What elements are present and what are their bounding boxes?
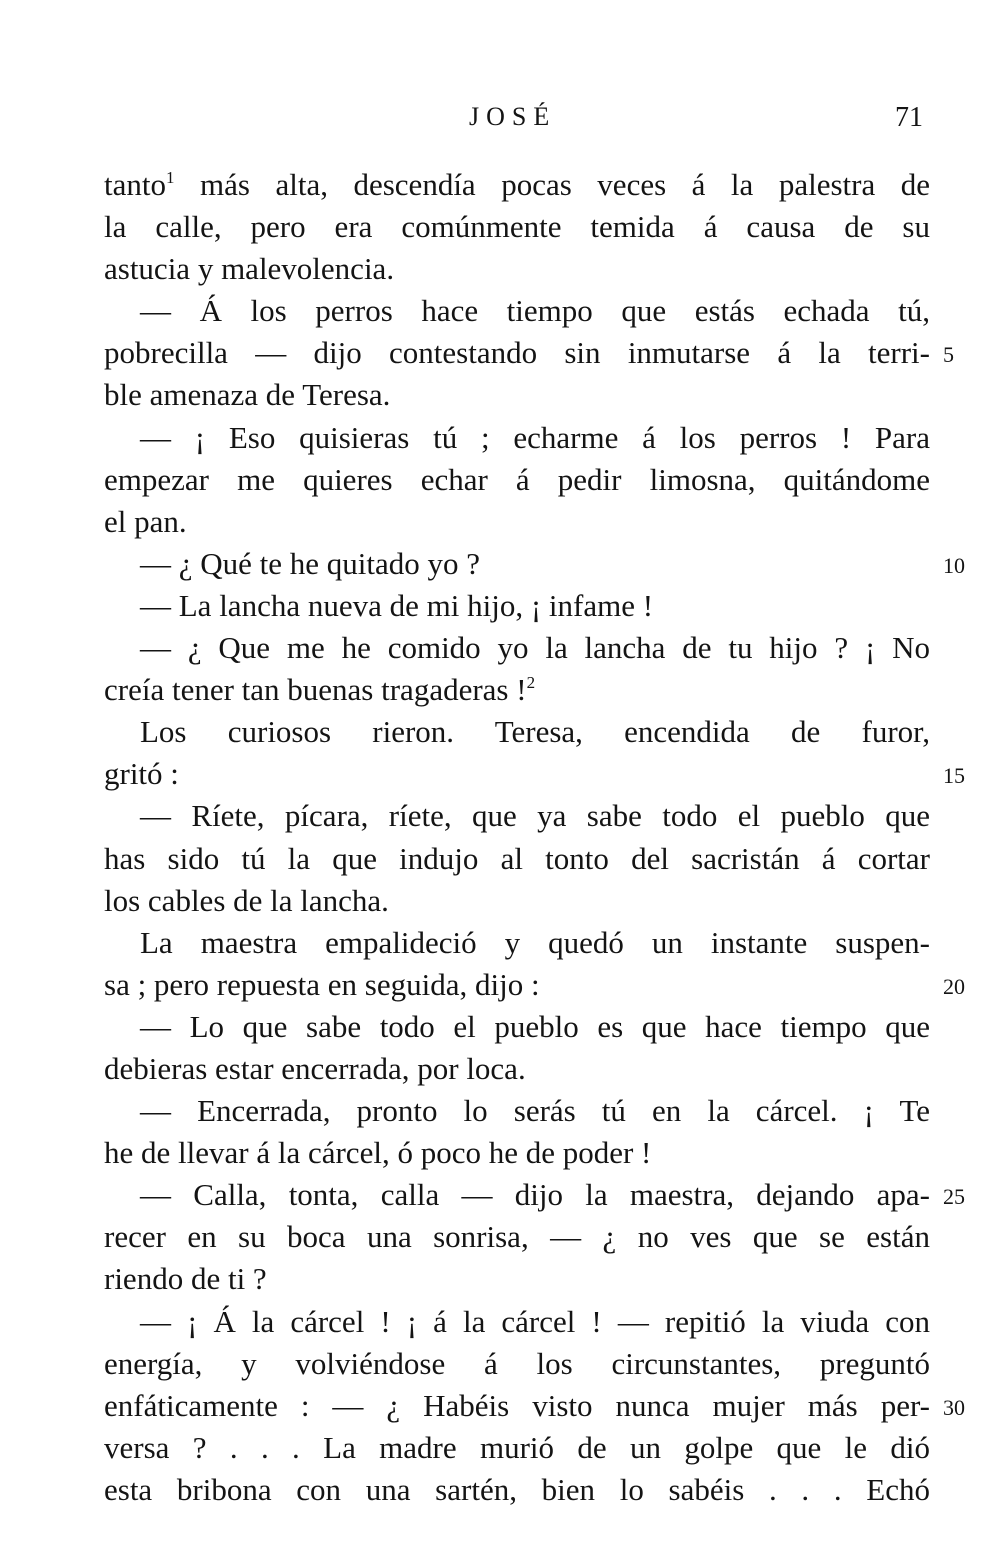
line-text: La maestra empalideció y quedó un instante suspen- [140, 924, 930, 960]
text-line [104, 1301, 930, 1343]
line-text: — La lancha nueva de mi hijo, ¡ infame ! [140, 587, 654, 623]
line-text: los cables de la lancha. [104, 882, 389, 918]
text-line [104, 501, 930, 543]
line-text: versa ? . . . La madre murió de un golpe que le dió [104, 1429, 930, 1465]
line-text: astucia y malevolencia. [104, 251, 395, 287]
text-line [104, 332, 954, 374]
line-number: 10 [943, 552, 965, 578]
line-number: 20 [943, 973, 965, 999]
text-line [104, 206, 930, 248]
line-text: — ¿ Que me he comido yo la lancha de tu hijo ? ¡ No [140, 630, 930, 666]
text-line [104, 880, 930, 922]
text-line [104, 1343, 930, 1385]
line-text: — ¡ Eso quisieras tú ; echarme á los perros ! Para [140, 419, 930, 455]
line-text: más alta, descendía pocas veces á la palestra de [174, 167, 930, 202]
line-text: — Calla, tonta, calla — dijo la maestra, dejando apa- [140, 1177, 930, 1213]
line-text: empezar me quieres echar á pedir limosna, quitándome [104, 461, 930, 497]
text-line [104, 1469, 930, 1511]
text-line [104, 248, 930, 290]
line-text: el pan. [104, 503, 187, 539]
line-number: 30 [943, 1394, 965, 1420]
line-text: ble amenaza de Teresa. [104, 377, 391, 413]
line-text: — Ríete, pícara, ríete, que ya sabe todo el pueblo que [140, 798, 930, 834]
text-line [104, 585, 930, 627]
text-line [104, 711, 930, 753]
text-line [104, 1048, 930, 1090]
text-line [104, 964, 965, 1006]
text-line [104, 164, 930, 206]
text-line [104, 1427, 930, 1469]
line-number: 5 [943, 342, 954, 368]
text-line [104, 1385, 965, 1427]
line-text: recer en su boca una sonrisa, — ¿ no ves que se están [104, 1219, 930, 1255]
text-line [104, 459, 930, 501]
line-number: 25 [943, 1184, 965, 1210]
text-line [104, 1258, 930, 1300]
text-line [104, 1216, 930, 1258]
line-text: debieras estar encerrada, por loca. [104, 1050, 526, 1086]
body-text [104, 164, 965, 1511]
line-text: — ¿ Qué te he quitado yo ? [140, 545, 481, 581]
line-text: la calle, pero era comúnmente temida á causa de su [104, 209, 930, 245]
running-head [0, 102, 1000, 142]
line-text: pobrecilla — dijo contestando sin inmutarse á la terri- [104, 335, 930, 371]
text-line [104, 543, 965, 585]
text-line [104, 838, 930, 880]
text-line [104, 1090, 930, 1132]
footnote-marker: 2 [526, 673, 536, 693]
text-line [104, 1174, 965, 1216]
page-number: 71 [895, 102, 923, 133]
text-line [104, 922, 930, 964]
line-text: energía, y volviéndose á los circunstantes, preguntó [104, 1345, 930, 1381]
line-text: — Lo que sabe todo el pueblo es que hace tiempo que [140, 1008, 930, 1044]
text-line [104, 1006, 930, 1048]
line-text: — Á los perros hace tiempo que estás echada tú, [140, 293, 930, 329]
text-line [104, 290, 930, 332]
line-text: — Encerrada, pronto lo serás tú en la cárcel. ¡ Te [140, 1093, 930, 1129]
line-number: 15 [943, 763, 965, 789]
line-text: gritó : [104, 756, 179, 792]
running-title: JOSÉ [469, 102, 557, 131]
line-text-lead: tanto [104, 167, 166, 202]
text-line [104, 753, 965, 795]
text-line [104, 1132, 930, 1174]
line-text: sa ; pero repuesta en seguida, dijo : [104, 966, 540, 1002]
footnote-marker: 1 [166, 168, 175, 187]
line-text: enfáticamente : — ¿ Habéis visto nunca mujer más per- [104, 1387, 930, 1423]
line-text: creía tener tan buenas tragaderas ! [104, 672, 527, 708]
text-line [104, 374, 930, 416]
line-text: — ¡ Á la cárcel ! ¡ á la cárcel ! — repitió la viuda con [140, 1303, 930, 1339]
line-text: riendo de ti ? [104, 1261, 267, 1297]
text-line [104, 417, 930, 459]
text-line [104, 669, 930, 711]
text-line [104, 795, 930, 837]
line-text: Los curiosos rieron. Teresa, encendida de furor, [140, 714, 930, 750]
line-text: he de llevar á la cárcel, ó poco he de poder ! [104, 1135, 652, 1171]
line-text: esta bribona con una sartén, bien lo sabéis . . . Echó [104, 1471, 930, 1507]
text-line [104, 627, 930, 669]
line-text: has sido tú la que indujo al tonto del sacristán á cortar [104, 840, 930, 876]
